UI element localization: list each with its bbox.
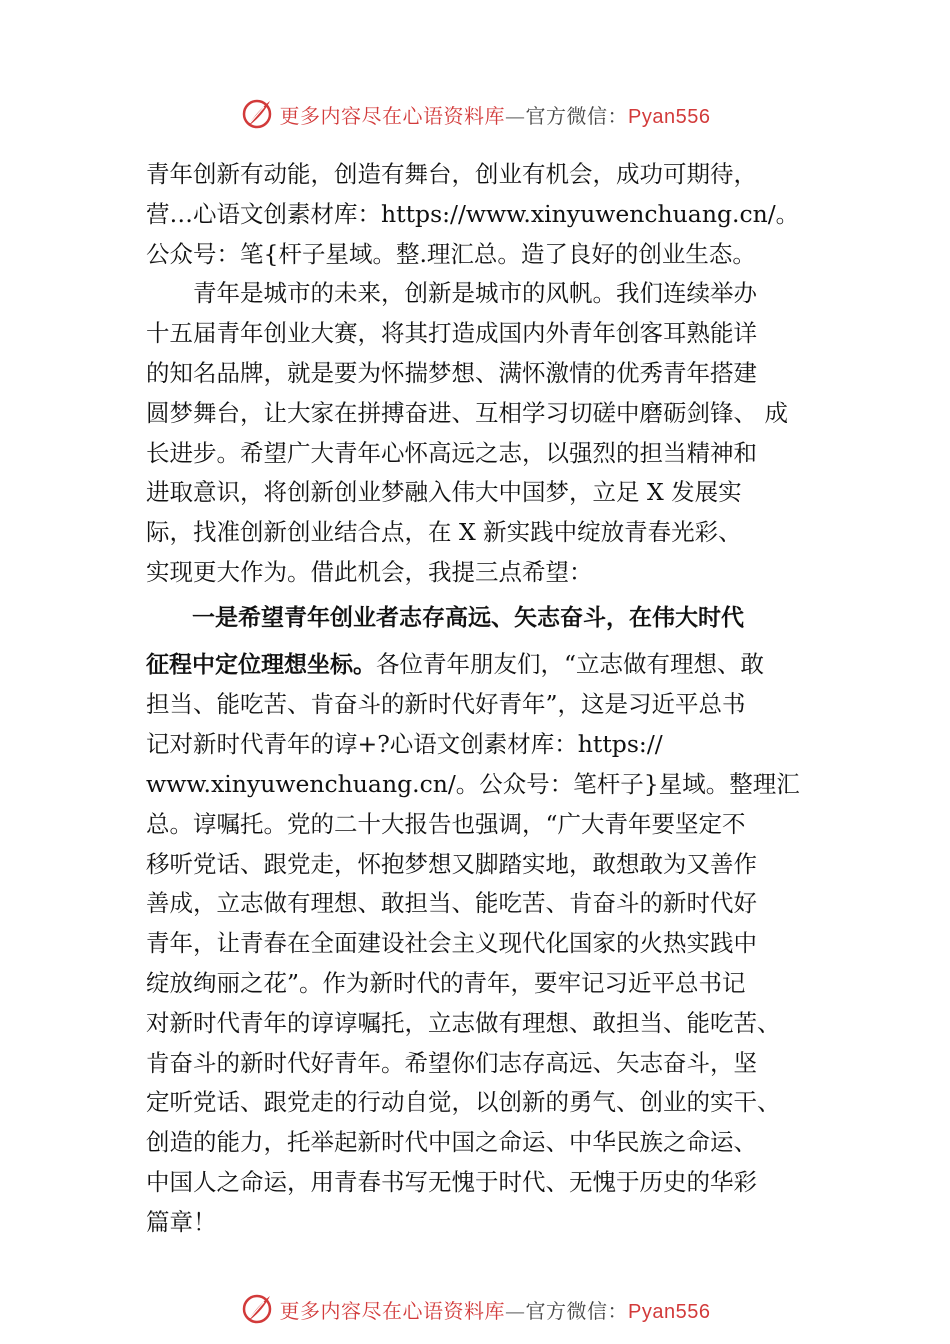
text-line: 绽放绚丽之花”。作为新时代的青年，要牢记习近平总书记	[146, 968, 746, 997]
text-line: 担当、能吃苦、肯奋斗的新时代好青年”，这是习近平总书	[146, 690, 746, 719]
text-line: 善成，立志做有理想、敢担当、能吃苦、肯奋斗的新时代好	[146, 889, 757, 918]
footer-wechat-id: Pyan556	[628, 1300, 711, 1323]
footer-wechat-label: 官方微信：	[525, 1298, 629, 1323]
bold-heading-line: 一是希望青年创业者志存高远、矢志奋斗，在伟大时代	[192, 604, 744, 631]
text-line: 记对新时代青年的谆+?心语文创素材库：https://	[146, 730, 663, 759]
text-line: 进取意识，将创新创业梦融入伟大中国梦，立足 X 发展实	[146, 478, 742, 507]
paragraph-1	[146, 155, 826, 274]
text-line: 际，找准创新创业结合点，在 X 新实践中绽放青春光彩、	[146, 518, 742, 547]
text-line: 实现更大作为。借此机会，我提三点希望：	[146, 557, 593, 586]
text-line: 营…心语文创素材库：https://www.xinyuwenchuang.cn/。	[146, 199, 800, 228]
bold-heading-tail: 征程中定位理想坐标。	[146, 651, 376, 678]
footer-brand: 更多内容尽在心语资料库	[279, 1298, 506, 1323]
text-line: 青年是城市的未来，创新是城市的风帆。我们连续举办	[193, 279, 757, 308]
text-line-rest: 各位青年朋友们，“立志做有理想、敢	[376, 649, 765, 678]
text-line: 肯奋斗的新时代好青年。希望你们志存高远、矢志奋斗，坚	[146, 1048, 757, 1077]
text-line: 定听党话、跟党走的行动自觉，以创新的勇气、创业的实干、	[146, 1088, 781, 1117]
text-line	[146, 645, 826, 686]
quill-pen-logo-icon	[240, 1292, 274, 1326]
text-line: 十五届青年创业大赛，将其打造成国内外青年创客耳熟能详	[146, 319, 757, 348]
text-line: 对新时代青年的谆谆嘱托，立志做有理想、敢担当、能吃苦、	[146, 1008, 781, 1037]
text-line: 移听党话、跟党走，怀抱梦想又脚踏实地，敢想敢为又善作	[146, 849, 757, 878]
footer-banner	[0, 1289, 950, 1329]
text-line: 公众号：笔{杆子星域。整.理汇总。造了良好的创业生态。	[146, 239, 756, 268]
text-line: 的知名品牌，就是要为怀揣梦想、满怀激情的优秀青年搭建	[146, 358, 757, 387]
footer-banner-text	[280, 1295, 711, 1324]
text-line: 青年创新有动能，创造有舞台，创业有机会，成功可期待，	[146, 160, 757, 188]
paragraph-3	[146, 599, 826, 1243]
text-line: www.xinyuwenchuang.cn/。公众号：笔杆子}星域。整理汇	[146, 769, 800, 798]
header-banner	[0, 94, 950, 134]
text-line: 青年，让青春在全面建设社会主义现代化国家的火热实践中	[146, 929, 757, 958]
quill-pen-logo-icon	[240, 97, 274, 131]
document-body	[146, 155, 826, 1243]
header-banner-text	[280, 100, 711, 129]
header-brand: 更多内容尽在心语资料库	[279, 103, 506, 128]
text-line: 创造的能力，托举起新时代中国之命运、中华民族之命运、	[146, 1128, 757, 1157]
text-line: 长进步。希望广大青年心怀高远之志，以强烈的担当精神和	[146, 438, 757, 467]
header-wechat-id: Pyan556	[628, 105, 711, 128]
header-dash: —	[505, 103, 526, 128]
text-line: 篇章！	[146, 1207, 217, 1236]
text-line: 圆梦舞台，让大家在拼搏奋进、互相学习切磋中磨砺剑锋、 成	[146, 398, 788, 427]
text-line: 中国人之命运，用青春书写无愧于时代、无愧于历史的华彩	[146, 1167, 757, 1196]
footer-dash: —	[505, 1298, 526, 1323]
header-wechat-label: 官方微信：	[525, 103, 629, 128]
text-line: 总。谆嘱托。党的二十大报告也强调，“广大青年要坚定不	[146, 809, 746, 838]
paragraph-2	[146, 274, 826, 592]
